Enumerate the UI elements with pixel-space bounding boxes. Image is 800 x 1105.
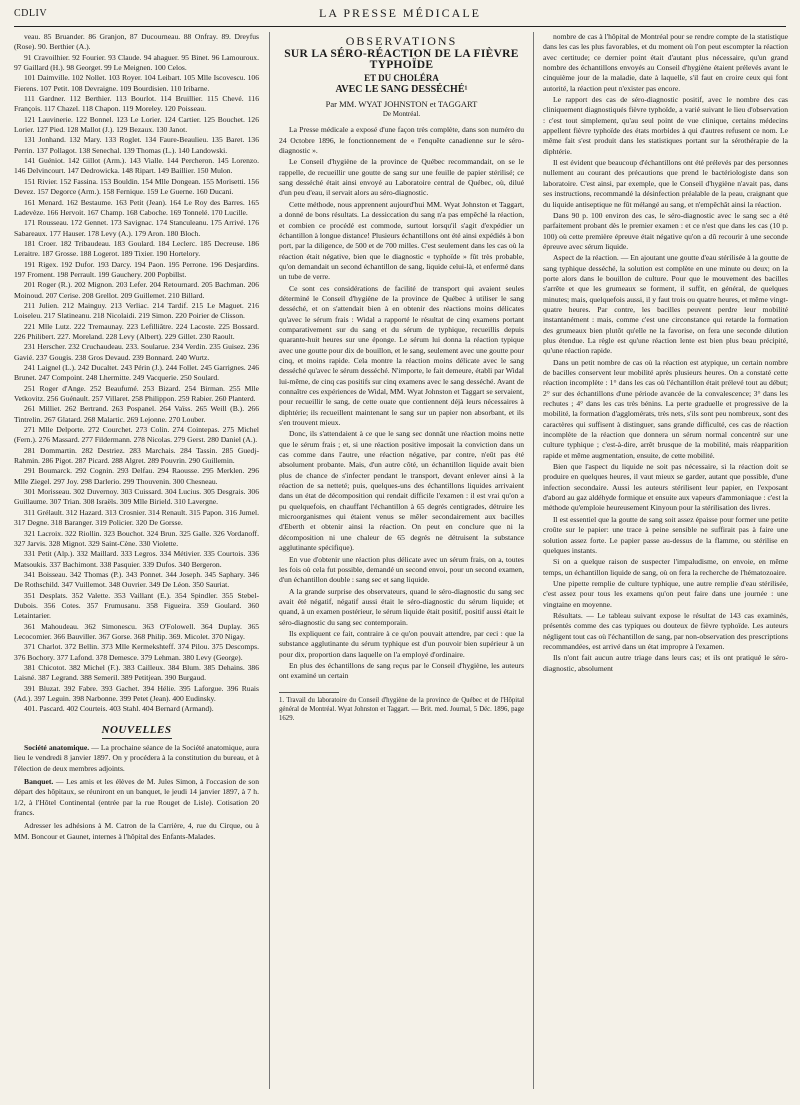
name-list-line: 371 Charlot. 372 Bellin. 373 Mlle Kermekshteff. 374 Pilou. 375 Descomps. 376 Bochory. 377 Lafond. 378 Demesce. 379 Lehman. 380 Levy (George). xyxy=(14,642,259,662)
news-item-heading: Banquet. xyxy=(24,777,54,787)
name-list-line: 151 Rivier. 152 Fassina. 153 Bouldin. 154 Mlle Dongean. 155 Morisetti. 156 Devez. 157 Degorce (Arm.). 158 Fernique. 159 Le Guerne. 160 Ducani. xyxy=(14,176,259,197)
article-institution: De Montréal. xyxy=(382,110,421,119)
article-paragraph: Dans un petit nombre de cas où la réaction est atypique, un certain nombre de bacilles conservent leur mobilité après plusieurs heures. On a constaté cette réaction incomplète : 1° dans les cas où l'échantillon était prélevé tout au début; 2° sur des échantillons d'une période avancée de la convalescence; 3° dans les rechutes ; 4° dans les cas très bénins. La perte graduelle et progressive de la mobilité, la formation d'agglomérats, très nets, s'ils sont peu nombreux, sont des caractères qui suffisent à distinguer, sans grande difficulté, ces cas de réaction incomplète de la réaction que donnera un sérum normal concentré sur une culture typhique ; c'est-à-dire, arrêt brusque de la mobilité, mais réapparition rapide et même augmentation, ensuite, de cette mobilité. xyxy=(543,357,788,460)
column-divider xyxy=(533,32,534,1089)
article-paragraph: nombre de cas à l'hôpital de Montréal pour se rendre compte de la statistique dans les cas les plus favorables, et du moment où l'on peut escompter la réaction avec certitude; ce dernier point était d'autant plus nécessaire, qu'un grand nombre des échantillons envoyés au Conseil d'hygiène étaient prélevés avant le cinquième jour de la maladie, date à laquelle, s'il faut en croire ceux qui font autorité, la réaction peut n'exister pas encore. xyxy=(543,32,788,93)
name-list-line: 211 Julien. 212 Mainguy. 213 Verliac. 214 Tardif. 215 Le Maguet. 216 Loiseleu. 217 Slatineanu. 218 Nicolaidi. 219 Simon. 220 Poirier de Clisson. xyxy=(14,300,259,321)
news-item xyxy=(14,821,259,842)
column-right xyxy=(543,32,788,1092)
journal-title: LA PRESSE MÉDICALE xyxy=(318,6,481,20)
laureate-name-list xyxy=(14,32,259,715)
name-list-line: 161 Menard. 162 Bestaume. 163 Petit (Jean). 164 Le Roy des Barres. 165 Ladevèze. 166 Hervoit. 167 Champ. 168 Caboche. 169 Tonnelé. 170 Lucille. xyxy=(14,197,259,217)
article-paragraph: Aspect de la réaction. — En ajoutant une goutte d'eau stérilisée à la goutte de sang typhique desséché, la solution est complète en une minute ou deux; on la porte alors dans le bouillon de culture. Pour que le mouvement des bacilles s'arrête et que les grumeaux se forment, il suffit, en général, de quelques minutes; mais, quelquefois aussi, il y faut trois ou quatre heures, et même vingt-quatre heures. Par contre, les bacilles peuvent perdre leur mobilité instantanément : mais, comme c'est une circonstance qui retarde la formation des grumeaux bien plutôt qu'elle ne la favorise, on fera une seconde dilution plus étendue. La règle est qu'une réaction lente est bien plus beau précipité, qu'une réaction rapide. xyxy=(543,253,788,356)
article-paragraph: Résultats. — Le tableau suivant expose le résultat de 143 cas examinés, présentés comme des cas typiques ou douteux de fièvre typhoïde. Les auteurs négligent tout cas où l'échantillon de sang, par non-observation des prescriptions recommandées, est arrivé dans un état impropre à l'examen. xyxy=(543,610,788,651)
article-body-part1 xyxy=(279,125,524,681)
news-item xyxy=(14,777,259,818)
article-paragraph: Bien que l'aspect du liquide ne soit pas nécessaire, si la réaction doit se produire en quelques heures, il vaut mieux se garder, autant que possible, d'une infection secondaire. Aussi les auteurs stérilisent leur papier, en l'exposant d'abord au gaz aldéhyde formique et ensuite aux vapeurs d'ammoniaque : c'est la méthode qu'emploie heureusement Kinyoun pour la stérilisation des livres. xyxy=(543,462,788,513)
article-paragraph: La Presse médicale a exposé d'une façon très complète, dans son numéro du 24 Octobre 1896, le fonctionnement de « l'enquête canadienne sur le séro-diagnostic ». xyxy=(279,125,524,156)
name-list-line: 361 Mahoudeau. 362 Simonescu. 363 O'Folowell. 364 Duplay. 365 Lecocomier. 366 Bauviller. 367 Gorse. 368 Philip. 369. Micolet. 370 Nigay. xyxy=(14,621,259,641)
name-list-line: 281 Dommartin. 282 Destriez. 283 Marchais. 284 Tassin. 285 Guedj-Rahmin. 286 Pigot. 287 Picard. 288 Algret. 289 Pouvrin. 290 Guillemin. xyxy=(14,445,259,466)
header-rule xyxy=(14,26,786,27)
name-list-line: 351 Desplats. 352 Valette. 353 Vaillant (E.). 354 Spindler. 355 Stebel-Dubois. 356 Cotes. 357 Frumusanu. 358 Figueira. 359 Goulard. 360 Letaintarier. xyxy=(14,590,259,621)
name-list-line: 401. Pascard. 402 Courteis. 403 Stahl. 404 Bernard (Armand). xyxy=(24,704,214,714)
name-list-line: 131 Jonhand. 132 Mary. 133 Roglet. 134 Faure-Beaulieu. 135 Baret. 136 Perrin. 137 Pollagot. 138 Senechal. 139 Thomas (L.). 140 Landowski. xyxy=(14,135,259,155)
article-title-line2: SUR LA SÉRO-RÉACTION DE LA FIÈVRE TYPHOÏDE xyxy=(284,48,519,71)
column-middle xyxy=(279,32,524,1092)
news-item-text: — La prochaine séance de la Société anatomique, aura lieu le vendredi 8 janvier 1897. On y procédera à la constitution du bureau, et à l'élection de deux membres adjoints. xyxy=(14,743,259,773)
article-paragraph: Le rapport des cas de séro-diagnostic positif, avec le nombre des cas cliniquement diagnostiqués fièvre typhoïde, a varié suivant le lieu d'observation : c'est tout simplement, qu'au seul point de vue clinique, certains médecins appellent fièvre typhoïde des états morbides à qui d'autres refusent ce nom. Le même fait s'est produit dans les statistiques portant sur la sérothérapie de la diphtérie. xyxy=(543,95,788,156)
name-list-line: 201 Roger (R.). 202 Mignon. 203 Lefer. 204 Retournard. 205 Bachman. 206 Moinoud. 207 Cerise. 208 Grellot. 209 Guillemet. 210 Billard. xyxy=(14,280,259,300)
news-item-heading: Société anatomique. xyxy=(24,743,90,753)
article-paragraph: Le Conseil d'hygiène de la province de Québec recommandait, on se le rappelle, de recueillir une goutte de sang sur une feuille de papier stérilisé; ce sang desséché était ainsi envoyé au Laboratoire central de Québec, où, dilué d'un peu d'eau, il servait alors au séro-diagnostic. xyxy=(279,157,524,198)
name-list-line: 291 Boumarck. 292 Cognin. 293 Delfau. 294 Raousse. 295 Merklen. 296 Mlle Ziegel. 297 Joy. 298 Darlerio. 299 Thouvenin. 300 Chesneau. xyxy=(14,466,259,486)
name-list-line: 391 Bluzat. 392 Fabre. 393 Gachet. 394 Hélie. 395 Laforgue. 396 Ruais (Ad.). 397 Leguin. 398 Narbonne. 399 Petet (Jean). 400 Eudinsky. xyxy=(14,683,259,703)
article-paragraph: Donc, ils s'attendaient à ce que le sang sec donnât une réaction moins nette que le sérum frais ; et, si une réaction positive imposait la conviction dans un cas comme dans l'autre, une réaction négative, par contre, n'eût pas été absolument probante. Mais, d'un autre côté, un échantillon liquide avait bien plus de chance de s'infecter pendant le transport, devant enlever ainsi à la réaction de sa netteté; puis, quelques-uns des échantillons liquides arrivaient dans un état de décomposition qui rendait difficile l'examen : il est vrai qu'on a pu quelquefois, en chauffant l'échantillon à 65 degrés centigrades, détruire les microorganismes qui étaient venus se mêler secondairement aux bacilles d'Eberth et obtenir ainsi la réaction. On peut en conclure que ni la décomposition ni une chaleur de 65 degrés ne détruisent la substance agglutinante spécifique). xyxy=(279,429,524,553)
news-item-text: — Les amis et les élèves de M. Jules Simon, à l'occasion de son départ des hôpitaux, se réuniront en un banquet, le jeudi 14 janvier 1897, à 7 h. 1/2, à l'Hôtel Continental (entrée par la rue Rouget de Lisle). Cotisation 20 francs. xyxy=(14,777,259,818)
name-list-line: 301 Morisseau. 302 Duvernoy. 303 Cuissard. 304 Lucius. 305 Desgrais. 306 Guillaume. 307 Trian. 308 Israëls. 309 Mlle Birield. 310 Lavergne. xyxy=(14,487,259,507)
article-authors: Par MM. WYAT JOHNSTON et TAGGART xyxy=(325,98,478,109)
running-header xyxy=(14,6,786,26)
name-list-line: veau. 85 Bruander. 86 Granjon, 87 Ducourneau. 88 Onfray. 89. Dreyfus (Rose). 90. Berthier (A.). xyxy=(14,32,259,52)
column-left xyxy=(14,32,259,1092)
article-title-line1: OBSERVATIONS xyxy=(345,34,458,48)
article-footnote: 1. Travail du laboratoire du Conseil d'hygiène de la province de Québec et de l'Hôpital général de Montréal. Wyat Johnston et Taggart. — Brit. med. Journal, 5 Déc. 1896, page 1629. xyxy=(279,696,524,722)
section-rule xyxy=(102,738,172,739)
name-list-line: 261 Milliet. 262 Bertrand. 263 Pospanel. 264 Vaïss. 265 Weill (B.). 266 Tintrelin. 267 Glatard. 268 Malartic. 269 Lejonne. 270 Louber. xyxy=(14,404,259,424)
news-item xyxy=(14,743,259,774)
page-folio: CDLIV xyxy=(14,8,48,19)
article-paragraph: Ils expliquent ce fait, contraire à ce qu'on pouvait attendre, par ceci : que la substance agglutinante du sérum typhique est d'un pouvoir bien supérieur à un pour dix, proportion dans laquelle on l'a employé d'ordinaire. xyxy=(279,628,524,659)
name-list-line: 171 Rousseau. 172 Gennet. 173 Savignac. 174 Stanculeanu. 175 Arrivé. 176 Sabareaux. 177 Hauser. 178 Levy (A.). 179 Aron. 180 Bloch. xyxy=(14,218,259,238)
article-paragraph: Ils n'ont fait aucun autre triage dans leurs cas; et ils ont pratiqué le séro-diagnostic, absolument xyxy=(543,653,788,673)
nouvelles-heading: NOUVELLES xyxy=(101,723,172,736)
article-paragraph: Il est évident que beaucoup d'échantillons ont été prélevés par des personnes nullement au courant des précautions que prend le bactériologiste dans son laboratoire. C'est ainsi, par exemple, que le Conseil d'hygiène n'avait pas, dans ses instructions, recommandé la désinfection préalable de la peau, craignant que du liquide antiseptique ne fût mélangé au sang, et n'empêchât ainsi la réaction. xyxy=(543,158,788,209)
name-list-line: 321 Lacroix. 322 Riollin. 323 Bouchot. 324 Brun. 325 Galle. 326 Vordanoff. 327 Jarvis. 328 Mignot. 329 Saint-Cène. 330 Violette. xyxy=(14,528,259,548)
name-list-line: 381 Chicotot. 382 Michel (F.). 383 Cailleux. 384 Blum. 385 Dehains. 386 Laisné. 387 Legrand. 388 Semeril. 389 Petitjean. 390 Burgaud. xyxy=(14,662,259,683)
article-paragraph: Dans 90 p. 100 environ des cas, le séro-diagnostic avec le sang sec a été parfaitement probant dès le premier examen : et ce n'est que dans les cas (10 p. 100) où cette première épreuve était négative qu'on a dû recourir à une seconde épreuve avec sérum liquide. xyxy=(543,210,788,251)
name-list-line: 111 Gardner. 112 Berthier. 113 Bourlot. 114 Bruillier. 115 Chevé. 116 François. 117 Chazel. 118 Chapon. 119 Moreley. 120 Poisseau. xyxy=(14,94,259,114)
name-list-line: 231 Herscher. 232 Cruchaudeau. 233. Soularue. 234 Verdin. 235 Guisez. 236 Gavié. 237 Gougis. 238 Gros Devaud. 239 Bonnard. 240 Wurtz. xyxy=(14,342,259,362)
footnote-rule xyxy=(279,692,339,693)
name-list-line: 271 Mlle Delporte. 272 Courchet. 273 Colin. 274 Cointepas. 275 Michel (Fern.). 276 Massard. 277 Fildermann. 278 Nicolas. 279 Gerst. 280 Daniel (A.). xyxy=(14,425,259,445)
name-list-line: 341 Boisseau. 342 Thomas (P.). 343 Ponnet. 344 Joseph. 345 Saphary. 346 De Rothschild. 347 Vuillemot. 348 Ouvrier. 349 De Léon. 350 Sauriat. xyxy=(14,569,259,590)
name-list-line: 191 Rigex. 192 Dufor. 193 Darcy. 194 Paon. 195 Perrone. 196 Desjardins. 197 Froment. 198 Perrault. 199 Gauchery. 200 Popbillst. xyxy=(14,259,259,279)
article-paragraph: Une pipette remplie de culture typhique, une autre remplie d'eau stérilisée, c'est assez pour tous les examens qu'on peut faire dans une journée : une vingtaine en moyenne. xyxy=(543,578,788,609)
column-divider xyxy=(269,32,270,1089)
article-body-part2 xyxy=(543,32,788,674)
article-paragraph: Ce sont ces considérations de facilité de transport qui avaient seules déterminé le Conseil d'hygiène de la province de Québec à utiliser le sang desséché, et on s'attendait bien à en obtenir des réactions moins délicates qu'avec le sérum frais : Widal a rapporté le résultat de cinq examens portant comparativement sur du sang et du sérum de typhique, recueillis depuis quarante-huit heures sur une éponge. Le sérum lui donna la réaction typique avec une goutte pour dix de bouillon, et le sang, seulement avec une goutte pour cinq, et moins rapide. Cela montre la réaction moins délicate avec le sang desséché qu'avec le sérum desséché. N'importe, le fait demeure, établi par Widal lui-même, de cinq cas positifs sur cinq examens avec le sang desséché. Avant de connaître ces expériences de Widal, MM. Wyat Johnston et Taggart se servaient, pour recueillir le sang, de cette ouate que contiennent déjà leurs nécessaires à diphtérie; ils recueillent maintenant le sang sur un papier non absorbant, et ils s'en trouvent mieux. xyxy=(279,283,524,428)
name-list-line: 141 Guéniot. 142 Gillot (Arm.). 143 Vialle. 144 Percheron. 145 Lorenzo. 146 Delvincourt. 147 Dedrowicka. 148 Ripart. 149 Baillier. 150 Mulon. xyxy=(14,156,259,176)
name-list-line: 121 Lauvinerie. 122 Bonnel. 123 Le Lorier. 124 Cartier. 125 Bouchet. 126 Lorier. 127 Pied. 128 Mallot (J.). 129 Bezaux. 130 Janot. xyxy=(14,114,259,135)
article-paragraph: En plus des échantillons de sang reçus par le Conseil d'hygiène, les auteurs ont examiné un certain xyxy=(279,660,524,681)
name-list-line: 91 Cravoilhier. 92 Fourier. 93 Claude. 94 ahaguer. 95 Binet. 96 Lamouroux. 97 Gaillard (H.). 98 Georget. 99 Le Meignen. 100 Celos. xyxy=(14,52,259,73)
article-title-line4: AVEC LE SANG DESSÉCHÉ¹ xyxy=(335,84,468,96)
article-title-line3: ET DU CHOLÉRA xyxy=(364,73,439,84)
news-section xyxy=(14,743,259,842)
name-list-line: 181 Croer. 182 Tribaudeau. 183 Goulard. 184 Leclerc. 185 Decreuse. 186 Leraitre. 187 Grosse. 188 Logerot. 189 Tixier. 190 Hortelory. xyxy=(14,238,259,259)
article-paragraph: A la grande surprise des observateurs, quand le séro-diagnostic du sang sec avait été négatif, négatif aussi était le séro-diagnostic du sérum liquide; et quand, à un examen postérieur, le sérum liquide était positif, positif aussi était le séro-diagnostic du sang sec contemporain. xyxy=(279,586,524,627)
name-list-line: 101 Daimville. 102 Nollet. 103 Royer. 104 Leibart. 105 Mlle Iscovescu. 106 Fierens. 107 Petit. 108 Devraigne. 109 Bourdisien. 110 Iribarne. xyxy=(14,73,259,93)
news-item-text: Adresser les adhésions à M. Catron de la Carrière, 4, rue du Cirque, ou à MM. Boncour et Gaunet, internes à l'hôpital des Enfants-Malades. xyxy=(14,821,259,841)
article-paragraph: Si on a quelque raison de suspecter l'impaludisme, on envoie, en même temps, un échantillon liquide de sang, où on fera la recherche de l'hématozoaire. xyxy=(543,557,788,577)
name-list-line: 311 Grélault. 312 Hazard. 313 Crosnier. 314 Renault. 315 Papon. 316 Jumel. 317 Degne. 318 Baranger. 319 Policier. 320 De Gorsse. xyxy=(14,507,259,528)
article-paragraph: En vue d'obtenir une réaction plus délicate avec un sérum frais, on a, toutes les fois où cela fut possible, demandé un second envoi, pour un second examen, d'un échantillon double : sang sec et sang liquide. xyxy=(279,554,524,585)
article-paragraph: Il est essentiel que la goutte de sang soit assez épaisse pour former une petite croûte sur le papier: une trace à peine sensible ne suffirait pas à faire une solution assez forte. Le papier passe au-dessus de la flamme, ou stérilise en quelques instants. xyxy=(543,514,788,555)
name-list-line: 221 Mlle Lutz. 222 Tremaunay. 223 Lefilliâtre. 224 Lacoste. 225 Bossard. 226 Philibert. 227. Moreland. 228 Levy (Albert). 229 Gillet. 230 Raoult. xyxy=(14,321,259,341)
name-list-line: 241 Laignel (L.). 242 Ducaltet. 243 Périn (J.). 244 Follet. 245 Garrignes. 246 Brunet. 247 Compoint. 248 Lhermitte. 249 Vacquerie. 250 Soulard. xyxy=(14,363,259,383)
name-list-line: 251 Roger d'Ange. 252 Beaufumé. 253 Bizard. 254 Birman. 255 Mlle Vetkovitz. 256 Guénault. 257 Villaret. 258 Philippon. 259 Rabier. 260 Planterd. xyxy=(14,383,259,404)
article-paragraph: Cette méthode, nous apprennent aujourd'hui MM. Wyat Johnston et Taggart, a donné de bons résultats. La dessiccation du sang n'a pas empêché la réaction, et combien ce procédé est commode, surtout lorsqu'il s'agit d'expédier un échantillon à longue distance! Plusieurs échantillons ont été ainsi expédiés à bon port, par la diligence, de 500 et de 700 milles. C'est seulement dans les cas où la réaction était négative, bien que le diagnostic « typhoïde » fût très probable, qu'on demandait un second échantillon de sang, liquide celui-là, et enfermé dans un tube de verre. xyxy=(279,199,524,282)
name-list-line: 331 Petit (Alp.). 332 Maillard. 333 Legros. 334 Métivier. 335 Courtois. 336 Matsoukis. 337 Bachimont. 338 Pasquier. 339 Dufos. 340 Bergeron. xyxy=(14,549,259,569)
